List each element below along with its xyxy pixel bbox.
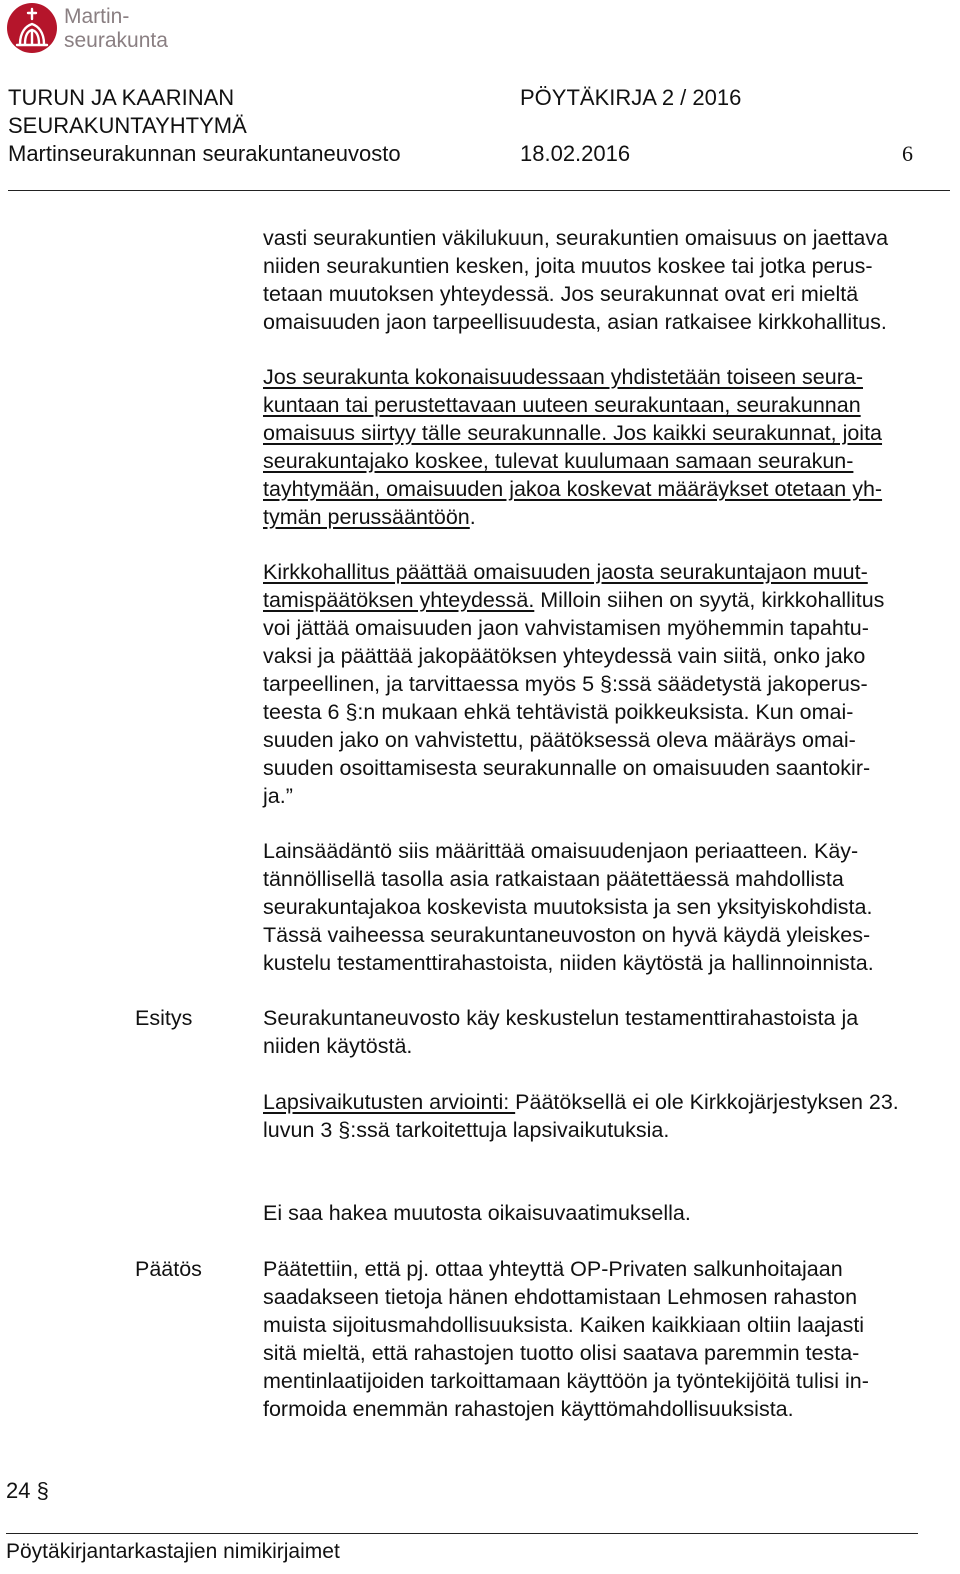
text-line: teesta 6 §:n mukaan ehkä tehtävistä poikkeuksista. Kun omai-: [263, 700, 854, 724]
logo: [6, 2, 206, 56]
org-name-line-2: SEURAKUNTAYHTYMÄ: [8, 113, 247, 138]
text-line: kuntaan tai perustettavaan uuteen seurakuntaan, seurakunnan: [263, 393, 861, 417]
paragraph-4: [263, 837, 958, 977]
text-line: seurakuntajakoa koskevista muutoksista ja sen yksityiskohdista.: [263, 895, 873, 919]
text-line: mentinlaatijoiden tarkoittamaan käyttöön ja työntekijöitä tulisi in-: [263, 1369, 869, 1393]
appeal-notice: Ei saa hakea muutosta oikaisuvaatimuksella.: [263, 1201, 691, 1225]
esitys-label: Esitys: [135, 1006, 193, 1030]
signature-line: [6, 1533, 918, 1534]
text-line: Tässä vaiheessa seurakuntaneuvoston on hyvä käydä yleiskes-: [263, 923, 871, 947]
text-line: niiden käytöstä.: [263, 1034, 413, 1058]
text-line: tymän perussääntöön: [263, 505, 470, 529]
text-line: Päätöksellä ei ole Kirkkojärjestyksen 23.: [515, 1090, 899, 1114]
text-line: saadakseen tietoja hänen ehdottamistaan Lehmosen rahaston: [263, 1285, 858, 1309]
text-line: voi jättää omaisuuden jaon vahvistamisen myöhemmin tapahtu-: [263, 616, 869, 640]
org-name-line-1: TURUN JA KAARINAN: [8, 85, 235, 110]
signatures-label: Pöytäkirjantarkastajien nimikirjaimet: [6, 1540, 340, 1563]
text-line: tayhtymään, omaisuuden jakoa koskevat määräykset otetaan yh-: [263, 477, 883, 501]
text-line: formoida enemmän rahastojen käyttömahdollisuuksista.: [263, 1397, 794, 1421]
text-line: omaisuus siirtyy tälle seurakunnalle. Jos kaikki seurakunnat, joita: [263, 421, 883, 445]
text-line: kustelu testamenttirahastoista, niiden käytöstä ja hallinnoinnista.: [263, 951, 874, 975]
text-line: luvun 3 §:ssä tarkoitettuja lapsivaikutuksia.: [263, 1118, 670, 1142]
text-line: Päätettiin, että pj. ottaa yhteyttä OP-Privaten salkunhoitajaan: [263, 1257, 843, 1281]
text-line: tännöllisellä tasolla asia ratkaistaan päätettäessä mahdollista: [263, 867, 844, 891]
text-line: suuden jako on vahvistettu, päätöksessä oleva määräys omai-: [263, 728, 856, 752]
logo-wordmark: [64, 5, 168, 53]
text-line: sitä mieltä, että rahastojen tuotto olisi saatava paremmin testa-: [263, 1341, 860, 1365]
text-line: niiden seurakuntien kesken, joita muutos koskee tai jotka perus-: [263, 254, 873, 278]
paragraph-1: [263, 224, 958, 336]
text-line: Lainsäädäntö siis määrittää omaisuudenjaon periaatteen. Käy-: [263, 839, 859, 863]
martinseurakunta-logo-icon: [6, 2, 58, 54]
text-line: tarpeellinen, ja tarvittaessa myös 5 §:ssä säädetystä jakoperus-: [263, 672, 868, 696]
logo-line-2: seurakunta: [64, 29, 168, 52]
text-line-end: .: [469, 505, 476, 529]
text-line: seurakuntajako koskee, tulevat kuulumaan samaan seurakun-: [263, 449, 854, 473]
child-impact-assessment: [263, 1088, 958, 1144]
text-line: tetaan muutoksen yhteydessä. Jos seurakunnat ovat eri mieltä: [263, 282, 859, 306]
text-line: omaisuuden jaon tarpeellisuudesta, asian ratkaisee kirkkohallitus.: [263, 310, 887, 334]
text-line: ja.”: [263, 784, 293, 808]
text-line: suuden osoittamisesta seurakunnalle on omaisuuden saantokir-: [263, 756, 871, 780]
meeting-body: Martinseurakunnan seurakuntaneuvosto: [8, 141, 401, 166]
text-line: Seurakuntaneuvosto käy keskustelun testamenttirahastoista ja: [263, 1006, 859, 1030]
header-divider: [8, 190, 950, 191]
section-number: 24 §: [6, 1478, 49, 1503]
text-line: vaksi ja päättää jakopäätöksen yhteydessä vain siitä, onko jako: [263, 644, 866, 668]
text-line: tamispäätöksen yhteydessä.: [263, 588, 535, 612]
text-line: muista sijoitusmahdollisuuksista. Kaiken kaikkiaan oltiin laajasti: [263, 1313, 865, 1337]
text-line: vasti seurakuntien väkilukuun, seurakuntien omaisuus on jaettava: [263, 226, 889, 250]
paragraph-2: [263, 363, 958, 531]
logo-line-1: Martin-: [64, 5, 130, 28]
paragraph-3: [263, 558, 958, 810]
text-line: Kirkkohallitus päättää omaisuuden jaosta seurakuntajaon muut-: [263, 560, 868, 584]
page-number: 6: [902, 141, 913, 166]
paatos-label: Päätös: [135, 1257, 202, 1281]
child-impact-heading: Lapsivaikutusten arviointi:: [263, 1090, 516, 1114]
esitys-text: [263, 1004, 958, 1060]
paatos-text: [263, 1255, 958, 1423]
text-line: Jos seurakunta kokonaisuudessaan yhdistetään toiseen seura-: [263, 365, 863, 389]
text-line-rest: Milloin siihen on syytä, kirkkohallitus: [534, 588, 885, 612]
meeting-date: 18.02.2016: [520, 141, 631, 166]
document-title: PÖYTÄKIRJA 2 / 2016: [520, 85, 742, 110]
